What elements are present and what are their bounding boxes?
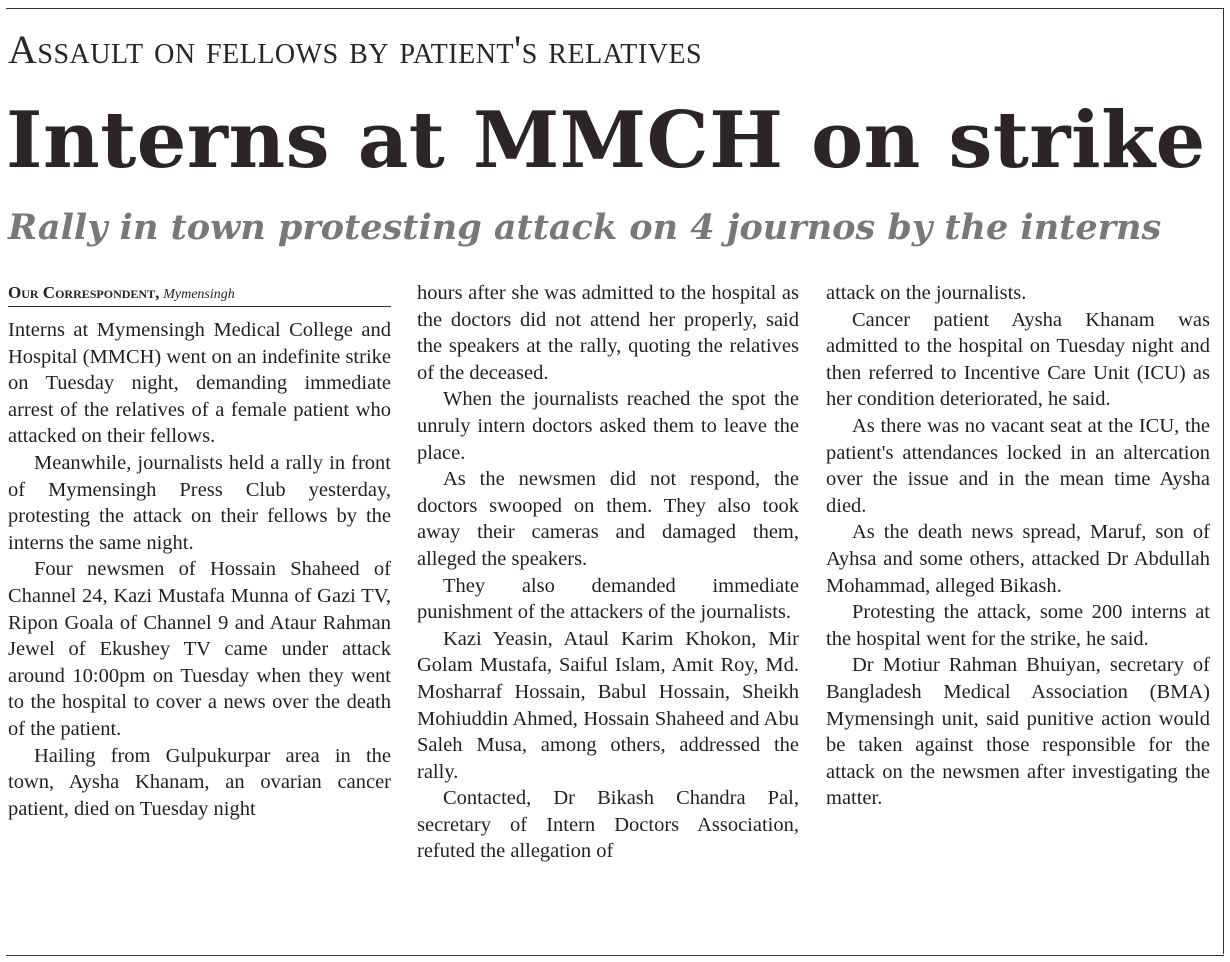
paragraph: Protesting the attack, some 200 interns at the hospital went for the strike, he said. <box>826 601 1210 650</box>
paragraph: attack on the journalists. <box>826 282 1027 304</box>
bottom-rule <box>6 955 1224 956</box>
subhead: Rally in town protesting attack on 4 journos by the interns <box>8 207 1162 248</box>
byline-place: Mymensingh <box>163 287 235 302</box>
right-rule <box>1223 8 1224 954</box>
paragraph: Hailing from Gulpukurpar area in the town, Aysha Khanam, an ovarian cancer patient, died on Tuesday night <box>8 744 391 820</box>
column-2 <box>417 280 799 865</box>
paragraph: As there was no vacant seat at the ICU, the patient's attendances locked in an altercation over the issue and in the mean time Aysha died. <box>826 414 1210 517</box>
column-3 <box>826 280 1210 812</box>
byline-name: Our Correspondent, <box>8 283 160 302</box>
top-rule <box>6 8 1224 9</box>
kicker: Assault on fellows by patient's relatives <box>8 27 703 72</box>
column-1 <box>8 280 391 822</box>
paragraph: hours after she was admitted to the hospital as the doctors did not attend her properly, said the speakers at the rally, quoting the relatives of the deceased. <box>417 282 799 384</box>
headline: Interns at MMCH on strike <box>6 95 1206 186</box>
paragraph: Meanwhile, journalists held a rally in front of Mymensingh Press Club yesterday, protesting the attack on their fellows by the interns the same night. <box>8 451 391 554</box>
paragraph: As the newsmen did not respond, the doctors swooped on them. They also took away their cameras and damaged them, alleged the speakers. <box>417 468 799 570</box>
paragraph: Interns at Mymensingh Medical College and Hospital (MMCH) went on an indefinite strike on Tuesday night, demanding immediate arrest of the relatives of a female patient who attacked on their fellows. <box>8 319 391 448</box>
paragraph: When the journalists reached the spot the unruly intern doctors asked them to leave the place. <box>417 388 799 464</box>
paragraph: As the death news spread, Maruf, son of Ayhsa and some others, attacked Dr Abdullah Mohammad, alleged Bikash. <box>826 521 1210 597</box>
paragraph: Dr Motiur Rahman Bhuiyan, secretary of Bangladesh Medical Association (BMA) Mymensingh unit, said punitive action would be taken against those responsible for the attack on the newsmen after investigating the matter. <box>826 654 1210 810</box>
byline <box>8 280 391 307</box>
paragraph: They also demanded immediate punishment of the attackers of the journalists. <box>417 574 799 624</box>
paragraph: Contacted, Dr Bikash Chandra Pal, secretary of Intern Doctors Association, refuted the allegation of <box>417 787 799 863</box>
paragraph: Four newsmen of Hossain Shaheed of Channel 24, Kazi Mustafa Munna of Gazi TV, Ripon Goala of Channel 9 and Ataur Rahman Jewel of Ekushey TV came under attack around 10:00pm on Tuesday when they went to the hospital to cover a news over the death of the patient. <box>8 558 391 740</box>
paragraph: Kazi Yeasin, Ataul Karim Khokon, Mir Golam Mustafa, Saiful Islam, Amit Roy, Md. Mosharraf Hossain, Babul Hossain, Sheikh Mohiuddin Ahmed, Hossain Shaheed and Abu Saleh Musa, among others, addressed the rally. <box>417 627 799 783</box>
paragraph: Cancer patient Aysha Khanam was admitted to the hospital on Tuesday night and then referred to Incentive Care Unit (ICU) as her condition deteriorated, he said. <box>826 308 1210 411</box>
